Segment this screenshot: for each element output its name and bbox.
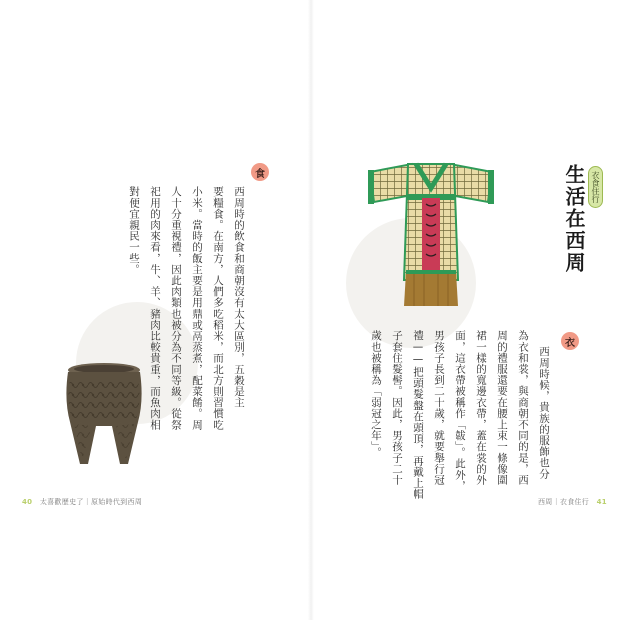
clothing-text-column: 禮——把頭髮盤在頭頂，再戴上帽 xyxy=(412,330,424,500)
clothing-text-column: 裙一樣的寬邊衣帶，蓋在裳的外 xyxy=(475,330,487,486)
right-footer xyxy=(538,497,607,507)
running-head: 太喜歡歷史了｜原始時代到西周 xyxy=(39,498,143,506)
left-footer xyxy=(22,497,142,507)
clothing-text-column: 周的禮服還要在腰上束一條像圍 xyxy=(496,330,508,486)
clothing-text-column: 男孩子長到二十歲，就要舉行冠 xyxy=(433,330,445,486)
bronze-vessel-illustration xyxy=(58,360,150,468)
section-badge-food: 食 xyxy=(251,163,269,181)
page-gutter xyxy=(308,0,314,620)
robe-illustration xyxy=(366,160,496,308)
food-text-column: 小米。當時的飯主要是用鼎或鬲蒸煮，配菜餚。周 xyxy=(191,186,203,431)
page-number: 40 xyxy=(22,498,33,506)
food-text-column: 對便宜親民一些。 xyxy=(128,186,140,275)
food-text-column: 要糧食。在南方，人們多吃稻米，而北方則習慣吃 xyxy=(212,186,224,431)
food-text-column: 祀用的肉來看，牛、羊、豬肉比較貴重，而魚肉相 xyxy=(149,186,161,431)
page-number: 41 xyxy=(596,498,607,506)
category-tag: 衣食住行 xyxy=(588,166,603,208)
clothing-text-column: 面，這衣帶被稱作「韍」。此外， xyxy=(454,330,466,492)
clothing-text-column: 歲也被稱為「弱冠之年」。 xyxy=(370,330,382,458)
section-badge-clothing: 衣 xyxy=(561,332,579,350)
clothing-text-column: 西周時候，貴族的服飾也分 xyxy=(538,346,550,480)
clothing-text-column: 為衣和裳，與商朝不同的是，西 xyxy=(517,330,529,486)
page-title: 生活在西周 xyxy=(562,164,586,274)
clothing-text-column: 子套住髮髻。因此，男孩子二十 xyxy=(391,330,403,486)
food-text-column: 西周時的飲食和商朝沒有太大區別，五穀是主 xyxy=(233,186,245,408)
food-text-column: 人十分重視禮，因此肉類也被分為不同等級。從祭 xyxy=(170,186,182,431)
running-head: 西周｜衣食住行 xyxy=(538,498,590,506)
